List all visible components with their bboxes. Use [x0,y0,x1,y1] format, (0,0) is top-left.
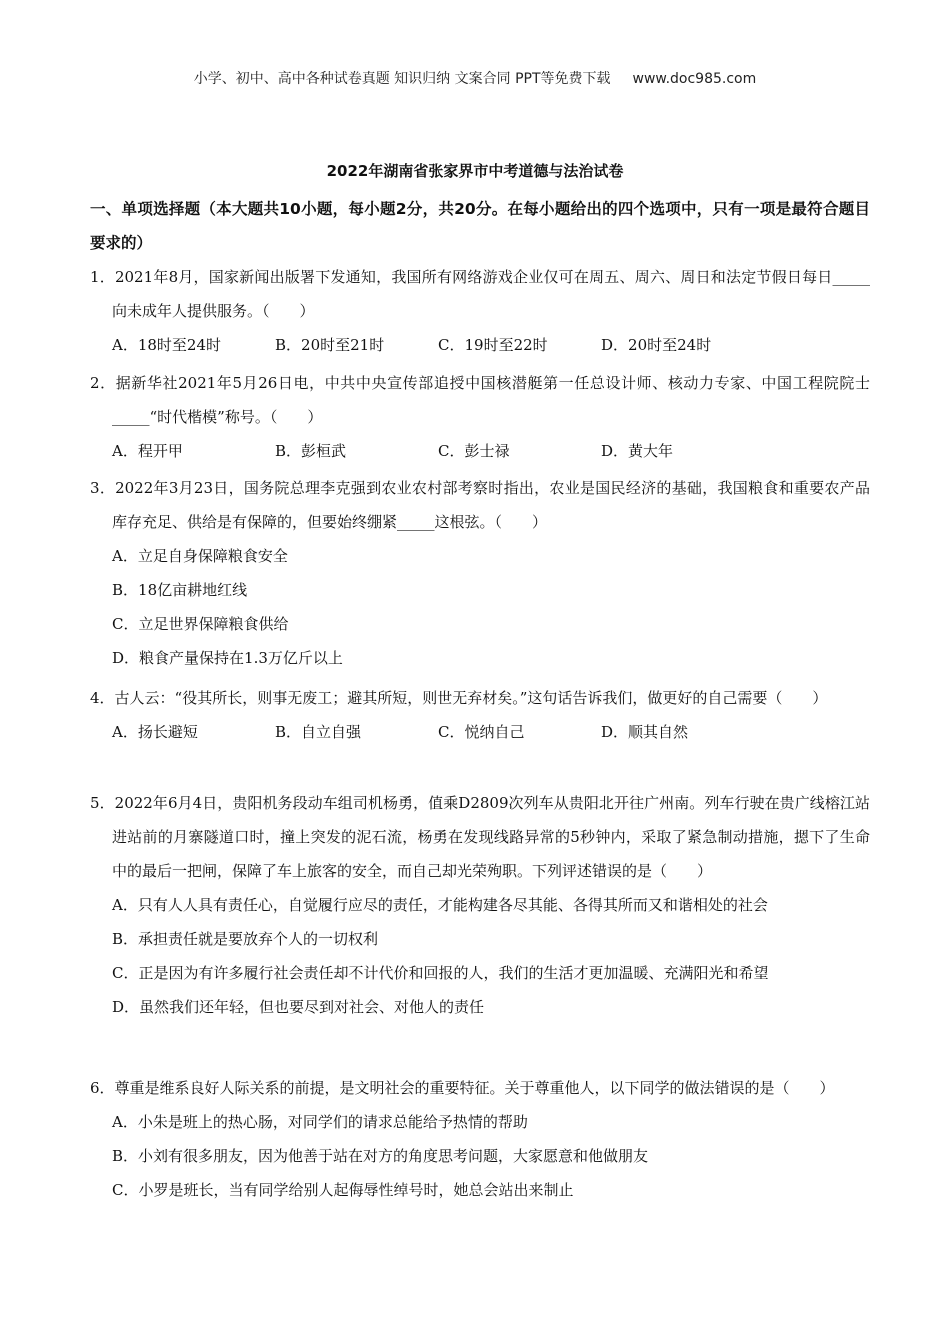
option-b: B．自立自强 [275,723,362,741]
option-c: C．小罗是班长，当有同学给别人起侮辱性绰号时，她总会站出来制止 [112,1181,574,1199]
option-b: B．小刘有很多朋友，因为他善于站在对方的角度思考问题，大家愿意和他做朋友 [112,1147,649,1165]
header-banner [0,68,950,88]
section-heading: 一、单项选择题（本大题共10小题，每小题2分，共20分。在每小题给出的四个选项中，只有一项是最符合题目要求的） [90,200,870,252]
question-6 [90,1071,870,1207]
option-row [90,434,870,468]
option-row [90,328,870,362]
page-title: 2022年湖南省张家界市中考道德与法治试卷 [326,162,624,180]
question-4 [90,681,870,749]
question-stem: 4．古人云：“役其所长，则事无废工；避其所短，则世无弃材矣。”这句话告诉我们，做更好的自己需要（ ） [90,689,828,707]
option-row [90,715,870,749]
option-c: C．立足世界保障粮食供给 [112,615,289,633]
question-stem: 3．2022年3月23日，国务院总理李克强到农业农村部考察时指出，农业是国民经济的基础，我国粮食和重要农产品库存充足、供给是有保障的，但要始终绷紧_____这根弦。（ ） [90,479,870,531]
option-a: A．扬长避短 [112,723,198,741]
option-b: B．18亿亩耕地红线 [112,581,248,599]
option-d: D．虽然我们还年轻，但也要尽到对社会、对他人的责任 [112,998,485,1016]
banner-text: 小学、初中、高中各种试卷真题 知识归纳 文案合同 PPT等免费下载 [193,71,611,87]
option-a: A．程开甲 [112,442,183,460]
option-c: C．19时至22时 [438,336,548,354]
option-c: C．彭士禄 [438,442,510,460]
question-stem: 1．2021年8月，国家新闻出版署下发通知，我国所有网络游戏企业仅可在周五、周六、周日和法定节假日每日_____向未成年人提供服务。（ ） [90,268,870,320]
option-a: A．18时至24时 [112,336,222,354]
question-stem: 2．据新华社2021年5月26日电，中共中央宣传部追授中国核潜艇第一任总设计师、核动力专家、中国工程院院士_____“时代楷模”称号。（ ） [90,374,870,426]
option-b: B．彭桓武 [275,442,347,460]
option-a: A．立足自身保障粮食安全 [112,547,288,565]
option-d: D．黄大年 [601,442,674,460]
question-5 [90,786,870,1024]
option-c: C．正是因为有许多履行社会责任却不计代价和回报的人，我们的生活才更加温暖、充满阳光和希望 [112,964,769,982]
option-c: C．悦纳自己 [438,723,525,741]
question-1 [90,260,870,362]
banner-url[interactable]: www.doc985.com [632,71,757,87]
question-stem: 6．尊重是维系良好人际关系的前提，是文明社会的重要特征。关于尊重他人，以下同学的做法错误的是（ ） [90,1079,835,1097]
option-b: B．20时至21时 [275,336,385,354]
option-a: A．小朱是班上的热心肠，对同学们的请求总能给予热情的帮助 [112,1113,528,1131]
option-a: A．只有人人具有责任心，自觉履行应尽的责任，才能构建各尽其能、各得其所而又和谐相处的社会 [112,896,768,914]
question-stem: 5．2022年6月4日，贵阳机务段动车组司机杨勇，值乘D2809次列车从贵阳北开往广州南。列车行驶在贵广线榕江站进站前的月寨隧道口时，撞上突发的泥石流，杨勇在发现线路异常的5秒钟内，采取了紧急制动措施，摁下了生命中的最后一把闸，保障了车上旅客的安全，而自己却光荣殉职。下列评述错误的是（ ） [90,794,870,880]
option-d: D．20时至24时 [601,336,712,354]
option-b: B．承担责任就是要放弃个人的一切权利 [112,930,379,948]
option-d: D．粮食产量保持在1.3万亿斤以上 [112,649,343,667]
question-3 [90,471,870,675]
option-d: D．顺其自然 [601,723,689,741]
question-2 [90,366,870,468]
